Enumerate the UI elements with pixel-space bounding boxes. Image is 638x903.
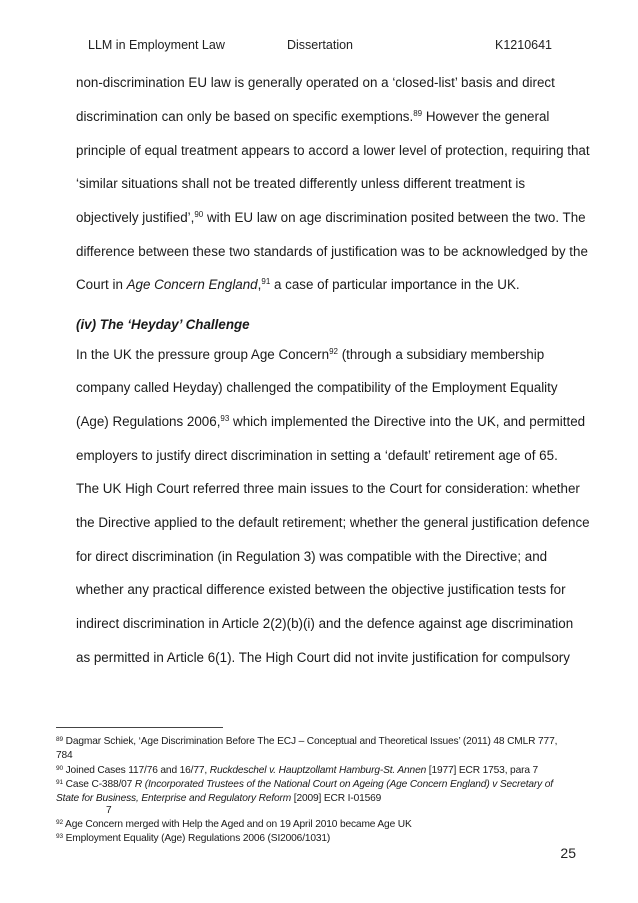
text-line — [76, 414, 585, 429]
text-line: employers to justify direct discrimination in setting a ‘default’ retirement age of 65. — [76, 448, 558, 463]
header-student-id: K1210641 — [495, 38, 553, 52]
footnote-89 — [56, 736, 557, 747]
footnote-number: 91 — [56, 779, 63, 786]
footnote-89-cont: 784 — [56, 750, 73, 761]
footnote-number: 89 — [56, 736, 63, 743]
text-run: a case of particular importance in the UK. — [270, 277, 520, 292]
text-run: , — [257, 277, 262, 292]
text-run: with EU law on age discrimination posited between the two. The — [203, 210, 586, 225]
text-run: However the general — [422, 109, 550, 124]
text-line: The UK High Court referred three main issues to the Court for consideration: whether — [76, 481, 580, 496]
text-line: indirect discrimination in Article 2(2)(b)(i) and the defence against age discrimination — [76, 616, 574, 631]
text-line: the Directive applied to the default retirement; whether the general justification defence — [76, 515, 590, 530]
text-line: ‘similar situations shall not be treated differently unless different treatment is — [76, 176, 526, 191]
header-course: LLM in Employment Law — [88, 38, 225, 52]
footnote-text: [2009] ECR I-01569 — [291, 793, 382, 804]
footnote-ref-93[interactable]: 93 — [220, 414, 230, 423]
footnote-text: Joined Cases 117/76 and 16/77, — [62, 765, 210, 776]
text-line: whether any practical difference existed between the objective justification tests for — [76, 582, 566, 597]
text-line — [76, 347, 544, 362]
footnote-text: Employment Equality (Age) Regulations 2006 (SI2006/1031) — [62, 833, 331, 844]
page-number: 25 — [560, 845, 576, 861]
footnote-text: Age Concern merged with Help the Aged and on 19 April 2010 became Age UK — [62, 819, 412, 830]
footnote-92 — [56, 819, 412, 830]
text-run: Court in — [76, 277, 127, 292]
text-run: In the UK the pressure group Age Concern — [76, 347, 330, 362]
footnote-text: [1977] ECR 1753, para 7 — [426, 765, 539, 776]
footnote-91-cont — [56, 793, 381, 804]
text-run: discrimination can only be based on specific exemptions. — [76, 109, 414, 124]
text-run: (through a subsidiary membership — [338, 347, 545, 362]
header-doc-type: Dissertation — [287, 38, 353, 52]
text-line: for direct discrimination (in Regulation 3) was compatible with the Directive; and — [76, 549, 548, 564]
text-line — [76, 109, 549, 124]
footnote-text: Dagmar Schiek, ‘Age Discrimination Before The ECJ – Conceptual and Theoretical Issues’ (2011) 48 CMLR 777, — [62, 736, 558, 747]
text-line — [76, 277, 520, 292]
text-run: (Age) Regulations 2006, — [76, 414, 221, 429]
footnote-90 — [56, 765, 538, 776]
footnote-91-cont: 7 — [106, 805, 112, 816]
footnote-number: 90 — [56, 765, 63, 772]
text-run: which implemented the Directive into the UK, and permitted — [229, 414, 586, 429]
footnote-ref-89[interactable]: 89 — [413, 109, 423, 118]
section-heading: (iv) The ‘Heyday’ Challenge — [76, 317, 250, 332]
footnote-number: 92 — [56, 819, 63, 826]
footnote-ref-92[interactable]: 92 — [329, 347, 338, 356]
text-line: non-discrimination EU law is generally operated on a ‘closed-list’ basis and direct — [76, 75, 555, 90]
text-line — [76, 210, 586, 225]
text-line: principle of equal treatment appears to accord a lower level of protection, requiring that — [76, 143, 590, 158]
footnote-ref-91[interactable]: 91 — [261, 277, 271, 286]
text-line: difference between these two standards of justification was to be acknowledged by the — [76, 244, 588, 259]
case-name: State for Business, Enterprise and Regulatory Reform — [56, 793, 292, 804]
footnote-separator — [56, 727, 223, 728]
footnote-91 — [56, 779, 553, 790]
case-name: Ruckdeschel v. Hauptzollamt Hamburg-St. Annen — [209, 765, 427, 776]
text-line: company called Heyday) challenged the compatibility of the Employment Equality — [76, 380, 558, 395]
footnote-93 — [56, 833, 330, 844]
text-run: objectively justified’, — [76, 210, 195, 225]
text-line: as permitted in Article 6(1). The High Court did not invite justification for compulsory — [76, 650, 570, 665]
footnote-text: Case C-388/07 — [62, 779, 135, 790]
case-name: Age Concern England — [126, 277, 258, 292]
footnote-ref-90[interactable]: 90 — [194, 210, 204, 219]
case-name: R (Incorporated Trustees of the National Court on Ageing (Age Concern England) v Secretary of — [134, 779, 553, 790]
footnote-number: 93 — [56, 833, 63, 840]
